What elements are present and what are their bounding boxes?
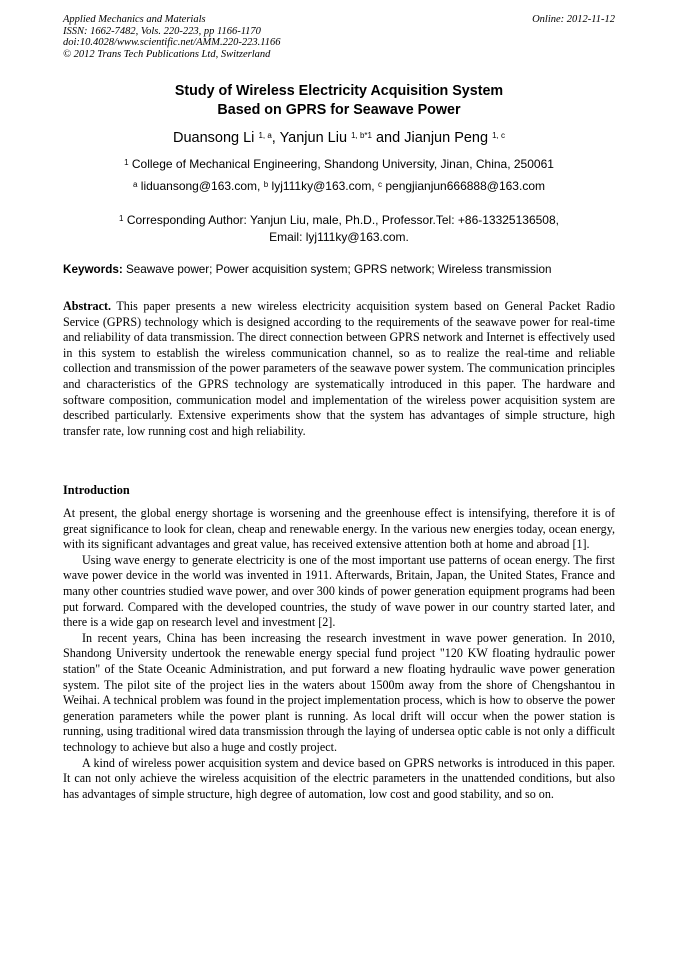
- email-marker-c: c: [378, 180, 382, 189]
- author-separator: and: [371, 130, 405, 146]
- paragraph: In recent years, China has been increasing the research investment in wave power generation. In 2010, Shandong University undertook the renewable energy special fund project "120 KW floating hydraulic power station" of the State Oceanic Administration, and put forward a new floating hydraulic wave power generation system. The pilot site of the project lies in the waters about 1500m away from the shore of Chengshantou in Weihai. A technical problem was found in the project implementation process, which is how to observe the power generation parameters while the power plant is running. As local drift will occur when the power station is running, using traditional wired data transmission through the laying of undersea optic cable is not only a difficult technology to achieve but also a huge and costly project.: [63, 630, 615, 754]
- section-heading-introduction: Introduction: [63, 483, 130, 497]
- title-line-1: Study of Wireless Electricity Acquisition System: [174, 83, 504, 99]
- corresponding-line-1: Corresponding Author: Yanjun Liu, male, Ph.D., Professor.Tel: +86-13325136508,: [126, 213, 559, 227]
- paragraph: A kind of wireless power acquisition system and device based on GPRS networks is introduced in this paper. It can not only achieve the wireless acquisition of the electric parameters in the unattended conditions, but also has advantages of simple structure, high degree of automation, low cost and good stability, and so on.: [63, 755, 615, 801]
- keywords-label: Keywords:: [63, 263, 123, 276]
- affiliation-text: College of Mechanical Engineering, Shandong University, Jinan, China, 250061: [131, 157, 554, 171]
- title-line-2: Based on GPRS for Seawave Power: [217, 102, 461, 118]
- journal-header: [63, 14, 615, 60]
- paragraph: At present, the global energy shortage is worsening and the greenhouse effect is intensifying, therefore it is of great significance to look for clean, cheap and renewable energy. In the various new energies today, ocean energy, with its significant advantages and great value, has received extensive attention both at home and abroad [1].: [63, 506, 615, 552]
- affiliation: [63, 156, 615, 173]
- author-emails: [63, 178, 615, 195]
- introduction-body: [63, 506, 615, 802]
- email-marker-a: a: [133, 180, 138, 189]
- corresponding-marker: 1: [119, 214, 124, 223]
- author-2-affil: 1, b*1: [351, 131, 372, 140]
- author-3: Jianjun Peng: [404, 130, 489, 146]
- email-a[interactable]: liduansong@163.com,: [140, 179, 261, 193]
- journal-name: Applied Mechanics and Materials: [63, 14, 206, 25]
- abstract-label: Abstract.: [63, 299, 112, 313]
- corresponding-line-2: Email: lyj111ky@163.com.: [269, 230, 409, 244]
- email-c[interactable]: pengjianjun666888@163.com: [385, 179, 545, 193]
- email-b[interactable]: lyj111ky@163.com,: [271, 179, 375, 193]
- author-1-affil: 1, a: [258, 131, 272, 140]
- author-3-affil: 1, c: [492, 131, 505, 140]
- affiliation-marker: 1: [124, 158, 129, 167]
- author-1: Duansong Li: [172, 130, 255, 146]
- copyright-line: © 2012 Trans Tech Publications Ltd, Switzerland: [63, 48, 271, 60]
- abstract-text: This paper presents a new wireless electricity acquisition system based on General Packet Radio Service (GPRS) technology which is designed according to the requirements of the seawave power for real-time and reliability of data transmission. The direct connection between GPRS network and Internet is effectively used in this system to establish the wireless communication channel, so as to realize the real-time and reliable collection and transmission of the power parameters of the seawave power system. The communication principles and characteristics of the GPRS technology are systematically introduced in this paper. The hardware and software composition, communication model and implementation of the wireless power acquisition system are described particularly. Extensive experiments show that the system has advantages of simple structure, high transfer rate, low running cost and high reliability.: [63, 299, 615, 438]
- email-marker-b: b: [263, 180, 269, 189]
- keywords: [63, 262, 615, 278]
- author-list: [63, 128, 615, 148]
- author-separator: ,: [271, 130, 280, 146]
- paragraph: Using wave energy to generate electricity is one of the most important use patterns of ocean energy. The first wave power device in the world was invented in 1911. Afterwards, Britain, Japan, the United States, France and many other countries studied wave power, and over 300 kinds of power generation equipment programs had been put forward. Compared with the developed countries, the study of wave power in our country started later, and there is a wide gap on research level and investment [2].: [63, 552, 615, 630]
- doi-line: doi:10.4028/www.scientific.net/AMM.220-223.1166: [63, 37, 281, 49]
- abstract: [63, 299, 615, 439]
- corresponding-author: [63, 212, 615, 246]
- author-2: Yanjun Liu: [279, 130, 348, 146]
- issn-line: ISSN: 1662-7482, Vols. 220-223, pp 1166-1170: [63, 25, 261, 37]
- keywords-text: Seawave power; Power acquisition system; GPRS network; Wireless transmission: [126, 263, 552, 276]
- online-date: Online: 2012-11-12: [532, 14, 615, 25]
- paper-title: [63, 82, 615, 120]
